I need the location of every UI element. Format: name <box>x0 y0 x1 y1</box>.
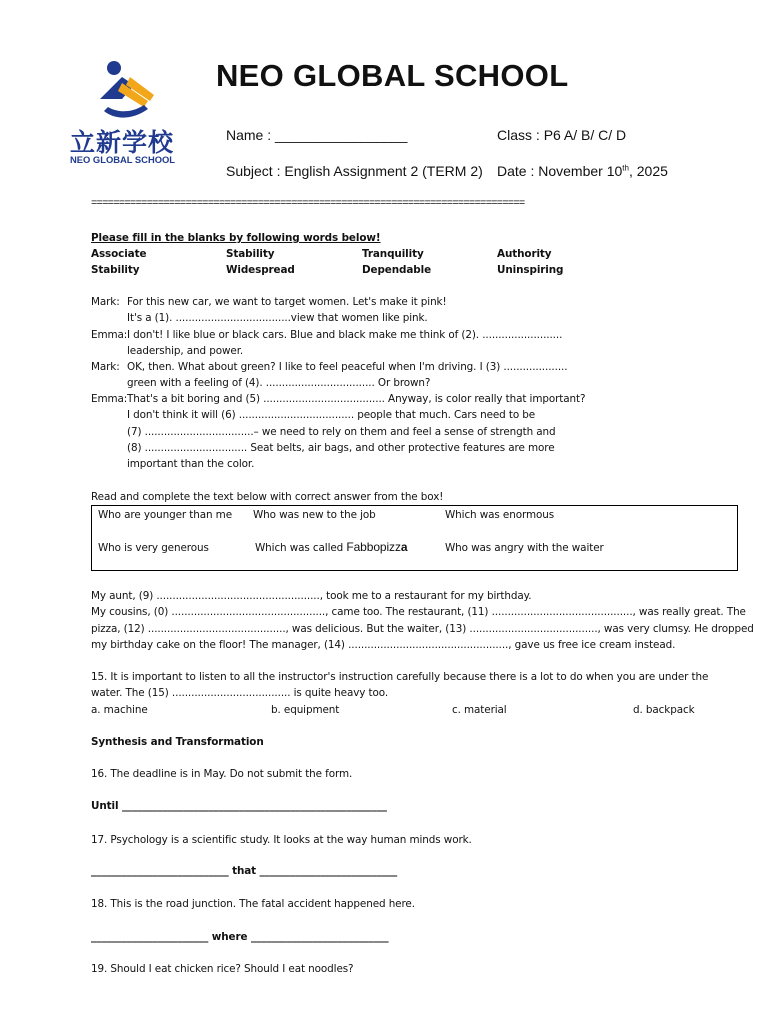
running-figure-icon <box>64 55 186 125</box>
q16-answer-line: Until ____________________________________________________ <box>91 800 387 812</box>
dialogue-text: It's a (1). ....................................view that women like pink. <box>127 312 428 324</box>
section1-instruction: Please fill in the blanks by following words below! <box>91 232 381 244</box>
box-option: Who are younger than me <box>98 509 232 521</box>
dialogue-text: For this new car, we want to target women. Let's make it pink! <box>127 296 447 308</box>
speaker: Mark: <box>91 296 120 308</box>
name-field <box>226 127 407 143</box>
answer-box <box>91 505 738 571</box>
class-field <box>497 127 626 143</box>
box-option-name-end: a <box>400 540 408 554</box>
subject-field <box>226 163 483 179</box>
name-label: Name : <box>226 127 276 143</box>
class-value: P6 A/ B/ C/ D <box>543 127 627 143</box>
dialogue-text: I don't think it will (6) .................................... people that much. Cars need to be <box>127 409 536 421</box>
q16-text: 16. The deadline is in May. Do not submit the form. <box>91 768 353 780</box>
word-bank-item: Uninspiring <box>497 264 564 276</box>
q18-answer-line: _______________________ where ___________________________ <box>91 931 389 943</box>
dialogue-text: That's a bit boring and (5) ...................................... Anyway, is color really that important? <box>127 393 586 405</box>
passage-line: pizza, (12) ..........................................., was delicious. But the waiter, (13) ........................................, was very clumsy. He dropped <box>91 623 754 635</box>
speaker: Emma: <box>91 329 128 341</box>
q15-option: c. material <box>452 704 507 716</box>
word-bank-item: Stability <box>226 248 275 260</box>
word-bank-item: Dependable <box>362 264 432 276</box>
box-option: Who was new to the job <box>253 509 376 521</box>
q19-text: 19. Should I eat chicken rice? Should I eat noodles? <box>91 963 354 975</box>
date-field <box>497 163 668 179</box>
speaker: Mark: <box>91 361 120 373</box>
passage-line: My aunt, (9) ..................................................., took me to a restaurant for my birthday. <box>91 590 532 602</box>
q18-text: 18. This is the road junction. The fatal accident happened here. <box>91 898 415 910</box>
word-bank-item: Associate <box>91 248 147 260</box>
q15-text: 15. It is important to listen to all the instructor's instruction carefully because there is a lot to do when you are under the <box>91 671 709 683</box>
box-option <box>255 540 407 554</box>
box-option: Which was enormous <box>445 509 555 521</box>
speaker: Emma: <box>91 393 128 405</box>
box-option-prefix: Which was called <box>255 542 347 554</box>
dialogue-text: (7) ..................................– we need to rely on them and feel a sense of strength and <box>127 426 556 438</box>
date-label: Date : <box>497 163 539 179</box>
box-option-name: Fabbopizz <box>346 540 401 554</box>
q15-text: water. The (15) ..................................... is quite heavy too. <box>91 687 389 699</box>
class-label: Class : <box>497 127 544 143</box>
dialogue-line <box>91 296 120 308</box>
dialogue-text: OK, then. What about green? I like to feel peaceful when I'm driving. I (3) .................... <box>127 361 568 373</box>
q17-answer-line: ___________________________ that ___________________________ <box>91 865 398 877</box>
dialogue-text: important than the color. <box>127 458 255 470</box>
synthesis-heading: Synthesis and Transformation <box>91 736 264 748</box>
word-bank-item: Widespread <box>226 264 295 276</box>
dialogue-text: leadership, and power. <box>127 345 244 357</box>
section2-instruction: Read and complete the text below with correct answer from the box! <box>91 491 444 503</box>
q15-option: b. equipment <box>271 704 340 716</box>
subject-value: English Assignment 2 (TERM 2) <box>284 163 483 179</box>
logo-english-text: NEO GLOBAL SCHOOL <box>70 154 176 165</box>
logo-chinese-text: 立新学校 <box>70 128 175 157</box>
name-blank: _________________ <box>275 127 408 143</box>
dialogue-text: I don't! I like blue or black cars. Blue and black make me think of (2). ......................... <box>127 329 563 341</box>
box-option: Who was angry with the waiter <box>445 542 604 554</box>
page-title: NEO GLOBAL SCHOOL <box>216 58 569 93</box>
q17-text: 17. Psychology is a scientific study. It looks at the way human minds work. <box>91 834 472 846</box>
box-option: Who is very generous <box>98 542 209 554</box>
word-bank-item: Tranquility <box>362 248 424 260</box>
subject-label: Subject : <box>226 163 285 179</box>
school-logo <box>64 55 186 170</box>
date-value: November 10th, 2025 <box>538 163 668 179</box>
passage-line: My cousins, (0) ................................................, came too. The restaurant, (11) ............................................, was really great. The <box>91 606 746 618</box>
q15-option: d. backpack <box>633 704 695 716</box>
q15-option: a. machine <box>91 704 148 716</box>
word-bank-item: Stability <box>91 264 140 276</box>
separator-line: ============================================================================== <box>91 198 525 210</box>
passage-line: my birthday cake on the floor! The manager, (14) .................................................., gave us free ice cream instead. <box>91 639 676 651</box>
word-bank-item: Authority <box>497 248 552 260</box>
dialogue-text: green with a feeling of (4). .................................. Or brown? <box>127 377 431 389</box>
dialogue-text: (8) ................................ Seat belts, air bags, and other protective features are more <box>127 442 555 454</box>
